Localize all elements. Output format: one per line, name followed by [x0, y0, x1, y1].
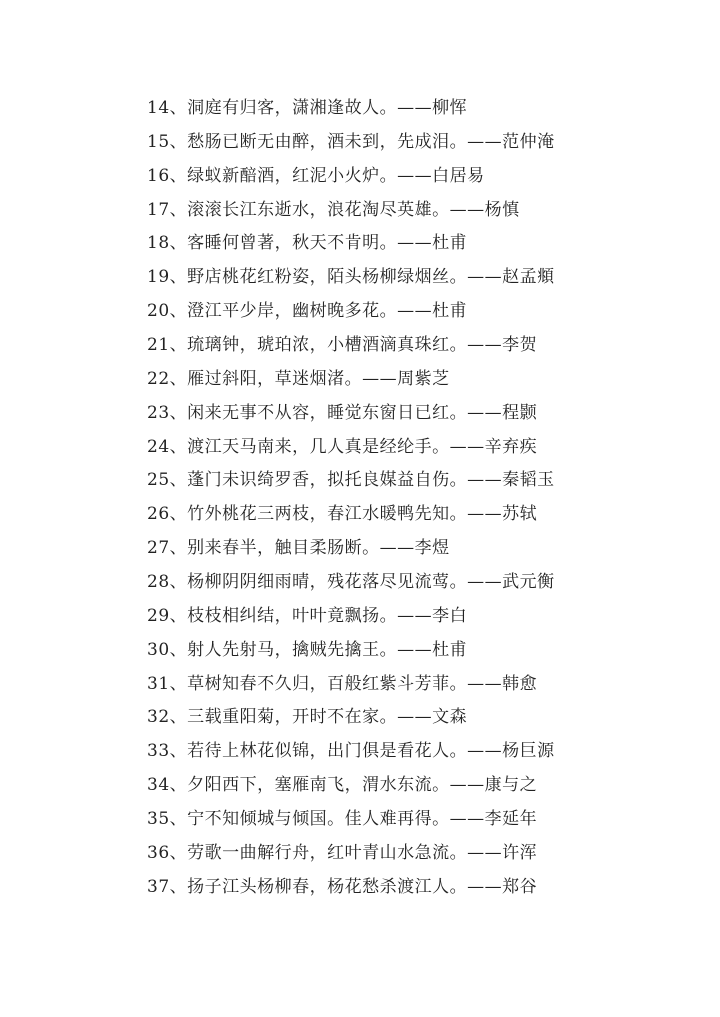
poem-line: 15、愁肠已断无由醉，酒未到，先成泪。——范仲淹 — [147, 131, 555, 152]
poem-line: 32、三载重阳菊，开时不在家。——文森 — [147, 707, 468, 728]
poem-line: 14、洞庭有归客，潇湘逢故人。——柳恽 — [147, 98, 468, 118]
poem-line: 28、杨柳阴阴细雨晴，残花落尽见流莺。——武元衡 — [147, 572, 555, 593]
poem-line: 31、草树知春不久归，百般红紫斗芳菲。——韩愈 — [147, 673, 538, 694]
poem-line: 37、扬子江头杨柳春，杨花愁杀渡江人。——郑谷 — [147, 876, 538, 897]
poem-line: 23、闲来无事不从容，睡觉东窗日已红。——程颢 — [147, 402, 538, 423]
poem-line: 33、若待上林花似锦，出门俱是看花人。——杨巨源 — [147, 741, 555, 762]
poem-line: 20、澄江平少岸，幽树晚多花。——杜甫 — [147, 301, 468, 322]
poem-line: 21、琉璃钟，琥珀浓，小槽酒滴真珠红。——李贺 — [147, 335, 538, 356]
poem-line: 27、别来春半，触目柔肠断。——李煜 — [147, 538, 450, 559]
poem-line: 35、宁不知倾城与倾国。佳人难再得。——李延年 — [147, 809, 538, 830]
poem-line: 22、雁过斜阳，草迷烟渚。——周紫芝 — [147, 368, 450, 389]
poem-line: 16、绿蚁新醅酒，红泥小火炉。——白居易 — [147, 165, 485, 186]
poem-line: 29、枝枝相纠结，叶叶竟飘扬。——李白 — [147, 605, 468, 626]
poem-line: 18、客睡何曾著，秋天不肯明。——杜甫 — [147, 233, 468, 254]
poem-line: 26、竹外桃花三两枝，春江水暖鸭先知。——苏轼 — [147, 504, 538, 525]
poem-line: 24、渡江天马南来，几人真是经纶手。——辛弃疾 — [147, 436, 538, 457]
poem-list — [147, 92, 707, 905]
poem-line: 34、夕阳西下，塞雁南飞，渭水东流。——康与之 — [147, 775, 538, 796]
poem-line: 17、滚滚长江东逝水，浪花淘尽英雄。——杨慎 — [147, 199, 520, 220]
poem-line: 25、蓬门未识绮罗香，拟托良媒益自伤。——秦韬玉 — [147, 470, 555, 491]
poem-line: 36、劳歌一曲解行舟，红叶青山水急流。——许浑 — [147, 842, 538, 863]
poem-line: 19、野店桃花红粉姿，陌头杨柳绿烟丝。——赵孟頫 — [147, 267, 555, 288]
poem-line: 30、射人先射马，擒贼先擒王。——杜甫 — [147, 639, 468, 660]
